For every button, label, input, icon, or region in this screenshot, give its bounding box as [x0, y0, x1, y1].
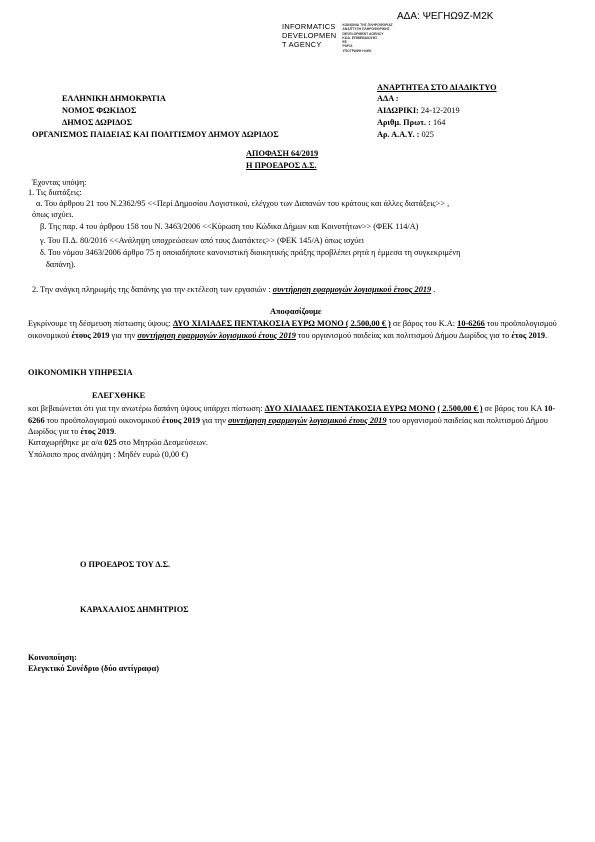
decision-title: ΑΠΟΦΑΣΗ 64/2019 — [246, 149, 319, 158]
decide-paragraph: Εγκρίνουμε τη δέσμευση πίστωσης ύψους: ΔΥΟ ΧΙΛΙΑΔΕΣ ΠΕΝΤΑΚΟΣΙΑ ΕΥΡΩ ΜΟΝΟ ( 2.500,00 € ) σε βάρος του Κ.Α: 10-6266 του προϋπολογισμού οικονομικού έτους 2019 για την συντήρηση εφαρμογών λογισμικού έτους 2019 του οργανισμού παιδείας και πολιτισμού Δήμου Δωρίδος για το έτος 2019. — [28, 319, 557, 340]
protocol-line: Αριθμ. Πρωτ. : 164 — [377, 118, 446, 127]
aay-line: Αρ. Α.Α.Υ. : 025 — [377, 130, 434, 139]
considering-intro: Έχοντας υπόψη: — [32, 178, 87, 187]
financial-service-title: ΟΙΚΟΝΟΜΙΚΗ ΥΠΗΡΕΣΙΑ — [28, 368, 133, 377]
country-name: ΕΛΛΗΝΙΚΗ ΔΗΜΟΚΡΑΤΙΑ — [62, 94, 166, 103]
checked-label: ΕΛΕΓΧΘΗΚΕ — [92, 391, 146, 400]
notification-value: Ελεγκτικό Συνέδριο (δύο αντίγραφα) — [28, 664, 160, 673]
ada-code: ΑΔΑ: ΨΕΓΗΩ9Ζ-Μ2Κ — [397, 11, 494, 22]
provisions-heading: 1. Τις διατάξεις: — [28, 188, 82, 197]
provision-a: α. Του άρθρου 21 του Ν.2362/95 <<Περί Δημοσίου Λογιστικού, ελέγχου των Δαπανών του κράτους και άλλες διατάξεις>> , — [36, 199, 450, 208]
decide-title: Αποφασίζουμε — [270, 307, 322, 316]
signature-title: Ο ΠΡΟΕΔΡΟΣ ΤΟΥ Δ.Σ. — [80, 560, 171, 569]
payment-need: 2. Την ανάγκη πληρωμής της δαπάνης για την εκτέλεση των εργασιών : συντήρηση εφαρμογών λογισμικού έτους 2019 . — [32, 285, 436, 294]
provision-a-cont: όπως ισχύει. — [32, 210, 74, 219]
remaining-balance: Υπόλοιπο προς ανάληψη : Μηδέν ευρώ (0,00 €) — [28, 450, 189, 459]
logo-small-text: ΚΟΙΝΩΝΙΑ ΤΗΣ ΠΛΗΡΟΦΟΡΙΑΣ ΑΝΑΠΤΥΞΗ ΠΛΗΡΟΦΟΡΙΚΗΣ DEVELOPMENT AGENCY ΚΩΔ. ΕΠΙΒΕΒΑΙΩΣΗΣ ΕΕ PDF/A ΥΠΟΓΡΑΦΗ ΗΛΕΚ — [342, 23, 393, 53]
provision-b: β. Της παρ. 4 του άρθρου 158 του Ν. 3463/2006 <<Κύρωση του Κώδικα Δήμων και Κοινοτήτων>> (ΦΕΚ 114/Α) — [40, 222, 419, 231]
logo-text: INFORMATICS DEVELOPMEN T AGENCY — [282, 22, 337, 49]
date-line: ΑΙΔΩΡΙΚΙ: 24-12-2019 — [377, 106, 460, 115]
decision-subtitle: Η ΠΡΟΕΔΡΟΣ Δ.Σ. — [246, 161, 317, 170]
registration-line: Καταχωρήθηκε με α/α 025 στο Μητρώο Δεσμεύσεων. — [28, 438, 208, 447]
prefecture-name: ΝΟΜΟΣ ΦΩΚΙΔΟΣ — [62, 106, 137, 115]
signature-name: ΚΑΡΑΧΑΛΙΟΣ ΔΗΜΗΤΡΙΟΣ — [80, 605, 189, 614]
ada-label: ΑΔΑ : — [377, 94, 399, 103]
provision-d: δ. Του νόμου 3463/2006 άρθρο 75 η οποιαδήποτε κανονιστική διοικητικής πράξης προβλέπει ρητά η έμμεσα τη συγκεκριμένη — [40, 248, 461, 257]
provision-c: γ. Του Π.Δ. 80/2016 <<Ανάληψη υποχρεώσεων από τους Διατάκτες>> (ΦΕΚ 145/Α) όπως ισχύει — [40, 236, 364, 245]
diavgeia-logo — [282, 22, 393, 53]
financial-paragraph: και βεβαιώνεται ότι για την ανωτέρω δαπάνη ύψους υπάρχει πίστωση: ΔΥΟ ΧΙΛΙΑΔΕΣ ΠΕΝΤΑΚΟΣΙΑ ΕΥΡΩ ΜΟΝΟ ( 2.500,00 € ) σε βάρος του ΚΑ 10-6266 του προϋπολογισμού οικονομικού έτους 2019 για την συντήρηση εφαρμογών λογισμικού έτους 2019 του οργανισμού παιδείας και πολιτισμού Δήμου Δωρίδος για το έτος 2019. — [28, 404, 556, 436]
organization-name: ΟΡΓΑΝΙΣΜΟΣ ΠΑΙΔΕΙΑΣ ΚΑΙ ΠΟΛΙΤΙΣΜΟΥ ΔΗΜΟΥ ΔΩΡΙΔΟΣ — [32, 130, 279, 139]
notification-label: Κοινοποίηση: — [28, 653, 77, 662]
provision-d-cont: δαπάνη). — [46, 260, 76, 269]
municipality-name: ΔΗΜΟΣ ΔΩΡΙΔΟΣ — [62, 118, 133, 127]
internet-post-label: ΑΝΑΡΤΗΤΕΑ ΣΤΟ ΔΙΑΔΙΚΤΥΟ — [377, 83, 497, 92]
